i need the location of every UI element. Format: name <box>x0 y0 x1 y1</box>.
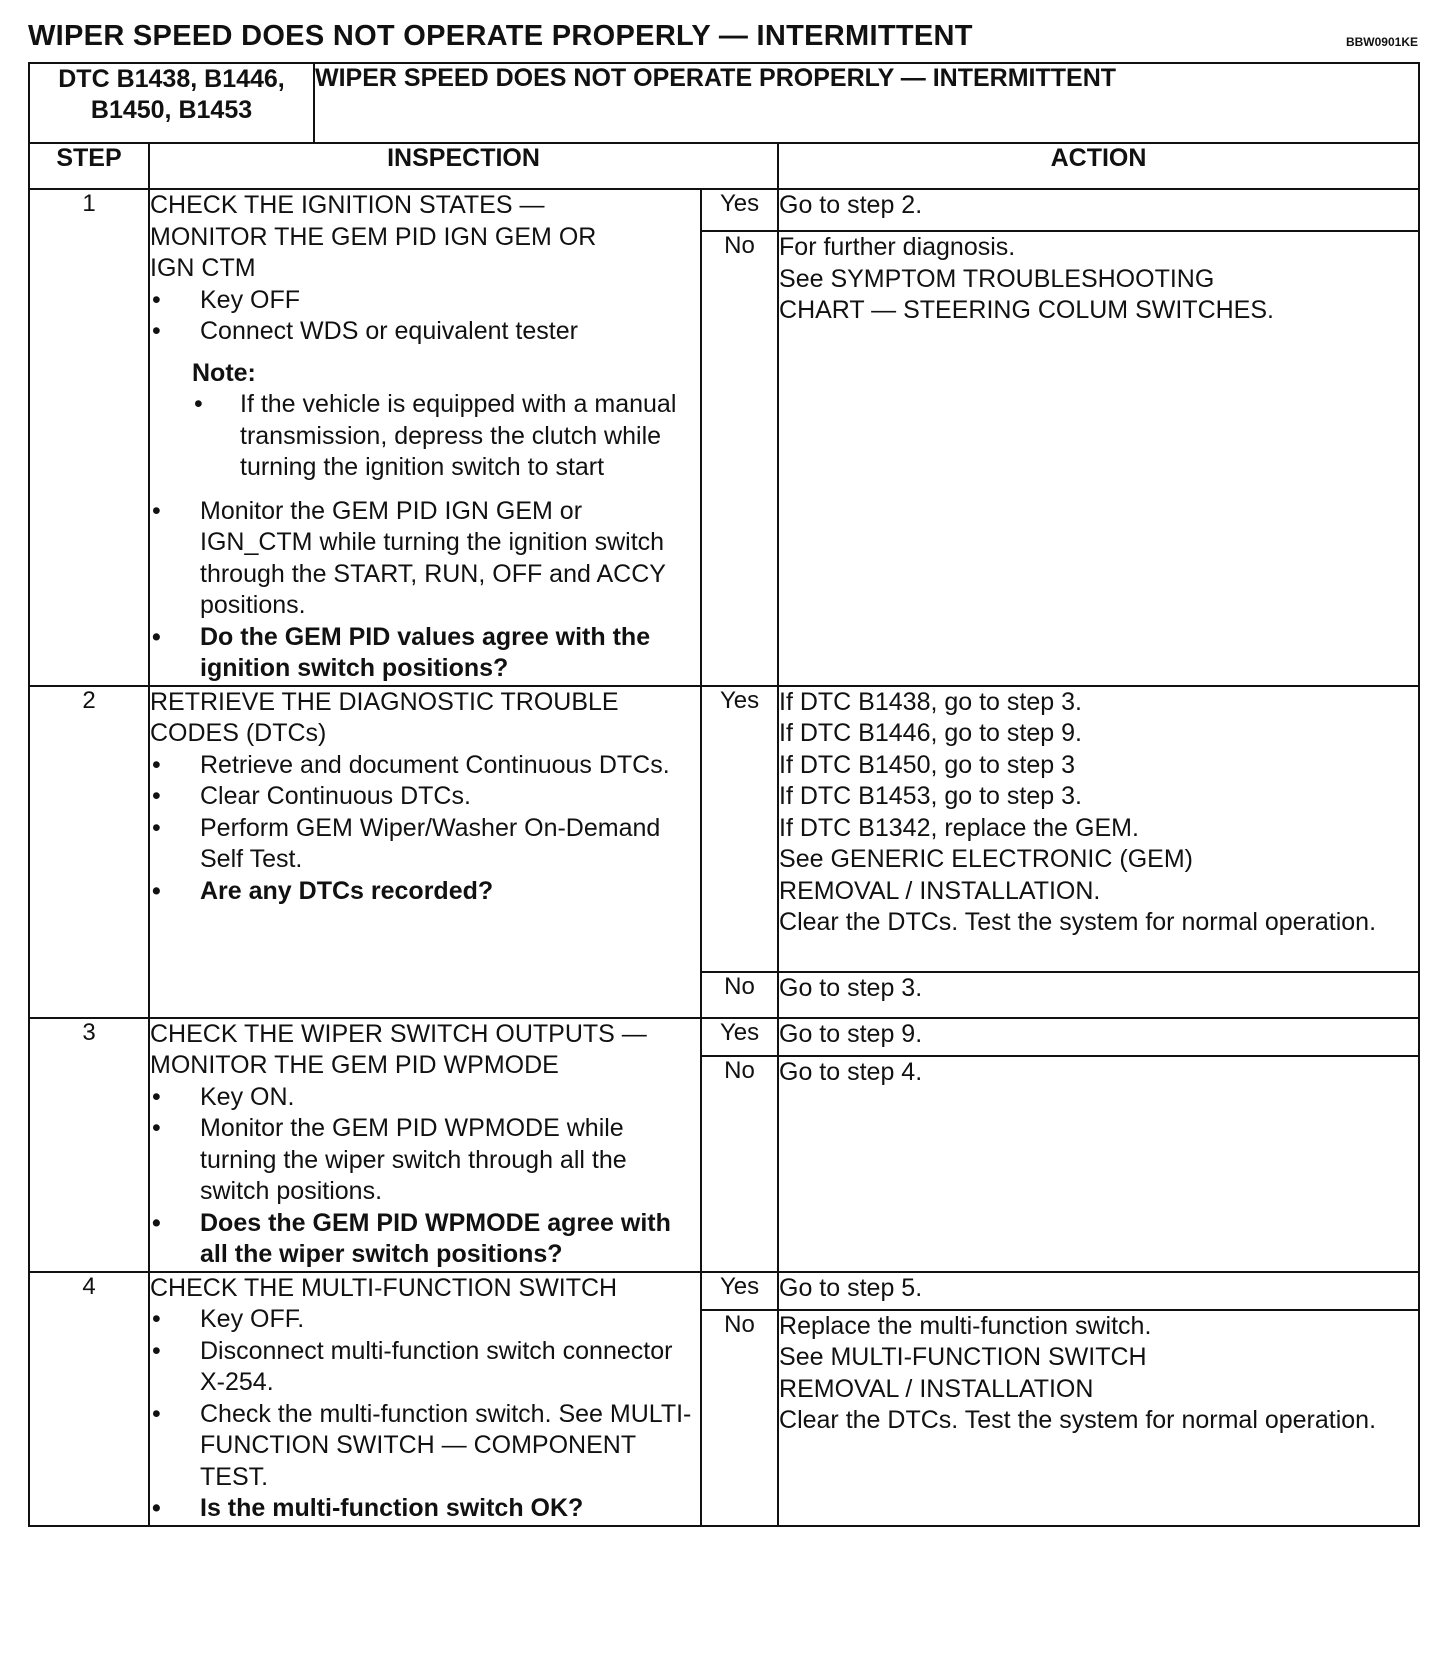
list-item: • Key ON. <box>150 1082 700 1114</box>
step-1-inspection <box>149 189 701 686</box>
inspection-bullets <box>150 750 700 908</box>
no-label: No <box>701 1310 778 1526</box>
list-item: • Key OFF. <box>150 1304 700 1336</box>
step-number: 2 <box>29 686 149 1018</box>
page-header <box>28 20 1418 60</box>
column-header-step: STEP <box>29 143 149 189</box>
yes-action: Go to step 5. <box>778 1272 1419 1310</box>
inspection-bullets <box>150 1304 700 1525</box>
yes-label: Yes <box>701 1272 778 1310</box>
step-number: 1 <box>29 189 149 686</box>
step-4-inspection <box>149 1272 701 1526</box>
no-action: Replace the multi-function switch. See MULTI-FUNCTION SWITCH REMOVAL / INSTALLATION Clear the DTCs. Test the system for normal operation. <box>778 1310 1419 1526</box>
list-item: • Monitor the GEM PID WPMODE while turning the wiper switch through all the switch positions. <box>150 1113 700 1208</box>
no-action: For further diagnosis. See SYMPTOM TROUBLESHOOTING CHART — STEERING COLUM SWITCHES. <box>778 231 1419 685</box>
diagnostic-table <box>28 62 1420 1527</box>
dtc-title-cell: WIPER SPEED DOES NOT OPERATE PROPERLY — INTERMITTENT <box>314 63 1419 143</box>
no-label: No <box>701 1056 778 1271</box>
step-3-inspection <box>149 1018 701 1272</box>
step-2-yes-row <box>29 686 1419 972</box>
yes-label: Yes <box>701 1018 778 1057</box>
document-code: BBW0901KE <box>1345 35 1418 49</box>
step-number: 3 <box>29 1018 149 1272</box>
list-item: • Clear Continuous DTCs. <box>150 781 700 813</box>
inspection-title: CHECK THE WIPER SWITCH OUTPUTS — MONITOR THE GEM PID WPMODE <box>150 1019 647 1079</box>
dtc-codes-line1: DTC B1438, B1446, <box>58 65 285 93</box>
inspection-title: RETRIEVE THE DIAGNOSTIC TROUBLE CODES (DTCs) <box>150 687 619 747</box>
list-item: • Monitor the GEM PID IGN GEM or IGN_CTM while turning the ignition switch through the START, RUN, OFF and ACCY positions. <box>150 496 700 622</box>
inspection-bullets <box>150 285 700 348</box>
dtc-header-row <box>29 63 1419 143</box>
note-label: Note: <box>192 358 256 387</box>
page-title: WIPER SPEED DOES NOT OPERATE PROPERLY — INTERMITTENT <box>28 20 973 52</box>
list-item: • Connect WDS or equivalent tester <box>150 316 700 348</box>
no-label: No <box>701 972 778 1018</box>
list-item: • Retrieve and document Continuous DTCs. <box>150 750 700 782</box>
list-item: • Key OFF <box>150 285 700 317</box>
note-item: • If the vehicle is equipped with a manual transmission, depress the clutch while turning the ignition switch to start <box>192 389 700 484</box>
no-action: Go to step 3. <box>778 972 1419 1018</box>
column-header-inspection: INSPECTION <box>149 143 778 189</box>
yes-label: Yes <box>701 686 778 972</box>
yes-action: Go to step 9. <box>778 1018 1419 1057</box>
dtc-codes-cell <box>29 63 314 143</box>
step-1-yes-row <box>29 189 1419 231</box>
inspection-question: • Do the GEM PID values agree with the ignition switch positions? <box>150 622 700 685</box>
column-header-action: ACTION <box>778 143 1419 189</box>
inspection-title: CHECK THE MULTI-FUNCTION SWITCH <box>150 1273 618 1302</box>
inspection-title: CHECK THE IGNITION STATES — MONITOR THE GEM PID IGN GEM OR IGN CTM <box>150 191 597 282</box>
step-3-yes-row <box>29 1018 1419 1057</box>
yes-action: If DTC B1438, go to step 3. If DTC B1446, go to step 9. If DTC B1450, go to step 3 If DTC B1453, go to step 3. If DTC B1342, replace the GEM. See GENERIC ELECTRONIC (GEM) REMOVAL / INSTALLATION. Clear the DTCs. Test the system for normal operation. <box>778 686 1419 972</box>
step-4-yes-row <box>29 1272 1419 1310</box>
column-header-row <box>29 143 1419 189</box>
yes-action: Go to step 2. <box>778 189 1419 231</box>
no-label: No <box>701 231 778 685</box>
yes-label: Yes <box>701 189 778 231</box>
inspection-bullets <box>150 1082 700 1271</box>
inspection-question: • Is the multi-function switch OK? <box>150 1493 700 1525</box>
no-action: Go to step 4. <box>778 1056 1419 1271</box>
list-item: • Check the multi-function switch. See MULTI-FUNCTION SWITCH — COMPONENT TEST. <box>150 1399 700 1494</box>
note-block <box>192 358 700 484</box>
inspection-question: • Are any DTCs recorded? <box>150 876 700 908</box>
list-item: • Perform GEM Wiper/Washer On-Demand Self Test. <box>150 813 700 876</box>
step-number: 4 <box>29 1272 149 1526</box>
step-2-inspection <box>149 686 701 1018</box>
list-item: • Disconnect multi-function switch connector X-254. <box>150 1336 700 1399</box>
dtc-codes-line2: B1450, B1453 <box>90 96 253 124</box>
inspection-question: • Does the GEM PID WPMODE agree with all the wiper switch positions? <box>150 1208 700 1271</box>
